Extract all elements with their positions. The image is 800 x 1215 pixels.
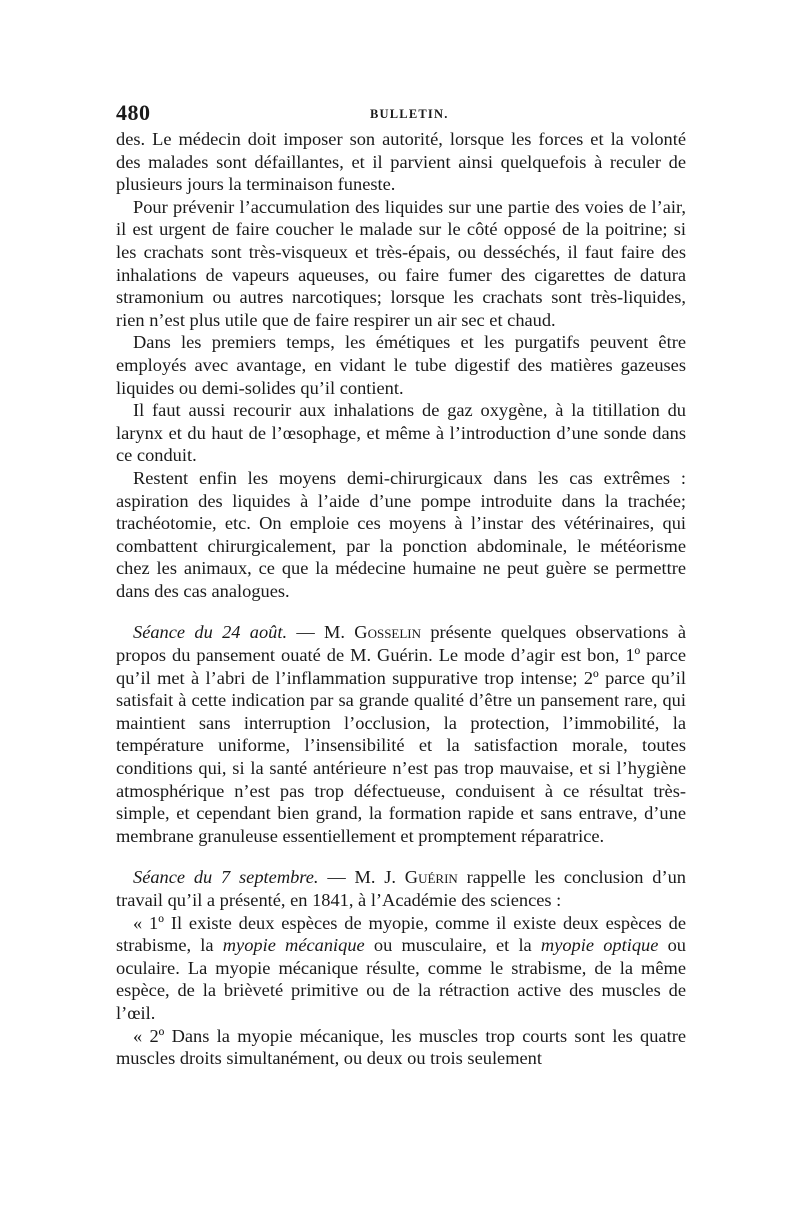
speaker-name: Guérin xyxy=(404,867,458,888)
paragraph-oxygen: Il faut aussi recourir aux inhalations de gaz oxygène, à la titillation du larynx et du haut de l’œsophage, et même à l’introduction d’une sonde dans ce conduit. xyxy=(116,400,686,466)
page-header xyxy=(116,100,686,128)
paragraph-surgical-means: Restent enfin les moyens demi-chirurgicaux dans les cas extrêmes : aspiration des liquides à l’aide d’une pompe introduite dans la trachée; trachéotomie, etc. On emploie ces moyens à l’instar des vétérinaires, qui combattent chirurgicalement, par la ponction abdominale, le météorisme chez les animaux, ce que la médecine humaine ne peut guère se permettre dans des cas analogues. xyxy=(116,467,686,601)
paragraph-emetics: Dans les premiers temps, les émétiques et les purgatifs peuvent être employés avec avantage, en vidant le tube digestif des matières gazeuses liquides ou demi-solides qu’il contient. xyxy=(116,332,686,398)
seance-date-label: Séance du 24 août. xyxy=(133,622,288,643)
quote-point-1 xyxy=(116,912,686,1025)
quote-text: « 1º Il existe deux espèces de myopie, comme il existe deux espèces de strabisme, la xyxy=(116,912,686,956)
paragraph-accumulation: Pour prévenir l’accumulation des liquides sur une partie des voies de l’air, il est urgent de faire coucher le malade sur le côté opposé de la poitrine; si les crachats sont très-visqueux et très-épais, ou desséchés, il faut faire des inhalations de vapeurs aqueuses, ou faire fumer des cigarettes de datura stramonium ou autres narcotiques; lorsque les crachats sont très-liquides, rien n’est plus utile que de faire respirer un air sec et chaud. xyxy=(116,196,686,330)
seance-date-label: Séance du 7 septembre. xyxy=(133,867,319,888)
quote-text: ou oculaire. La myopie mécanique résulte, comme le strabisme, de la même espèce, de la brièveté primitive ou de la rétraction active des muscles de l’œil. xyxy=(116,935,686,1023)
speaker-name: Gosselin xyxy=(354,622,422,643)
page-number: 480 xyxy=(116,100,151,125)
seance-dash: — M. J. xyxy=(318,867,405,888)
emphasis-myopie-mecanique: myopie mécanique xyxy=(222,935,365,956)
paragraph-continuation: des. Le médecin doit imposer son autorité, lorsque les forces et la volonté des malades sont défaillantes, et il parvient ainsi quelquefois à reculer de plusieurs jours la terminaison funeste. xyxy=(116,129,686,195)
quote-text: ou musculaire, et la xyxy=(364,935,541,956)
seance-september-7 xyxy=(116,866,686,911)
quote-point-2: « 2º Dans la myopie mécanique, les muscles trop courts sont les quatre muscles droits simultanément, ou deux ou trois seulement xyxy=(116,1025,686,1069)
seance-dash: — M. xyxy=(287,622,355,643)
running-title: BULLETIN. xyxy=(370,107,449,121)
emphasis-myopie-optique: myopie optique xyxy=(540,935,659,956)
seance-text: rappelle les conclusion d’un travail qu’il a présenté, en 1841, à l’Académie des sciences : xyxy=(116,867,686,910)
seance-august-24 xyxy=(116,621,686,847)
seance-text: présente quelques observations à propos du pansement ouaté de M. Guérin. Le mode d’agir est bon, 1º parce qu’il met à l’abri de l’inflammation suppurative trop intense; 2º parce qu’il satisfait à cette indication par sa grande qualité d’être un pansement rare, qui maintient sans interruption l’occlusion, la protection, l’immobilité, la température uniforme, l’insensibilité et la satisfaction morale, toutes conditions qui, si la santé antérieure n’est pas trop mauvaise, et si l’hygiène atmosphérique n’est pas trop défectueuse, conduisent à ce résultat très-simple, et cependant bien grand, la formation rapide et sans entrave, d’une membrane granuleuse essentiellement et promptement réparatrice. xyxy=(116,622,686,846)
body-text xyxy=(116,128,686,1070)
